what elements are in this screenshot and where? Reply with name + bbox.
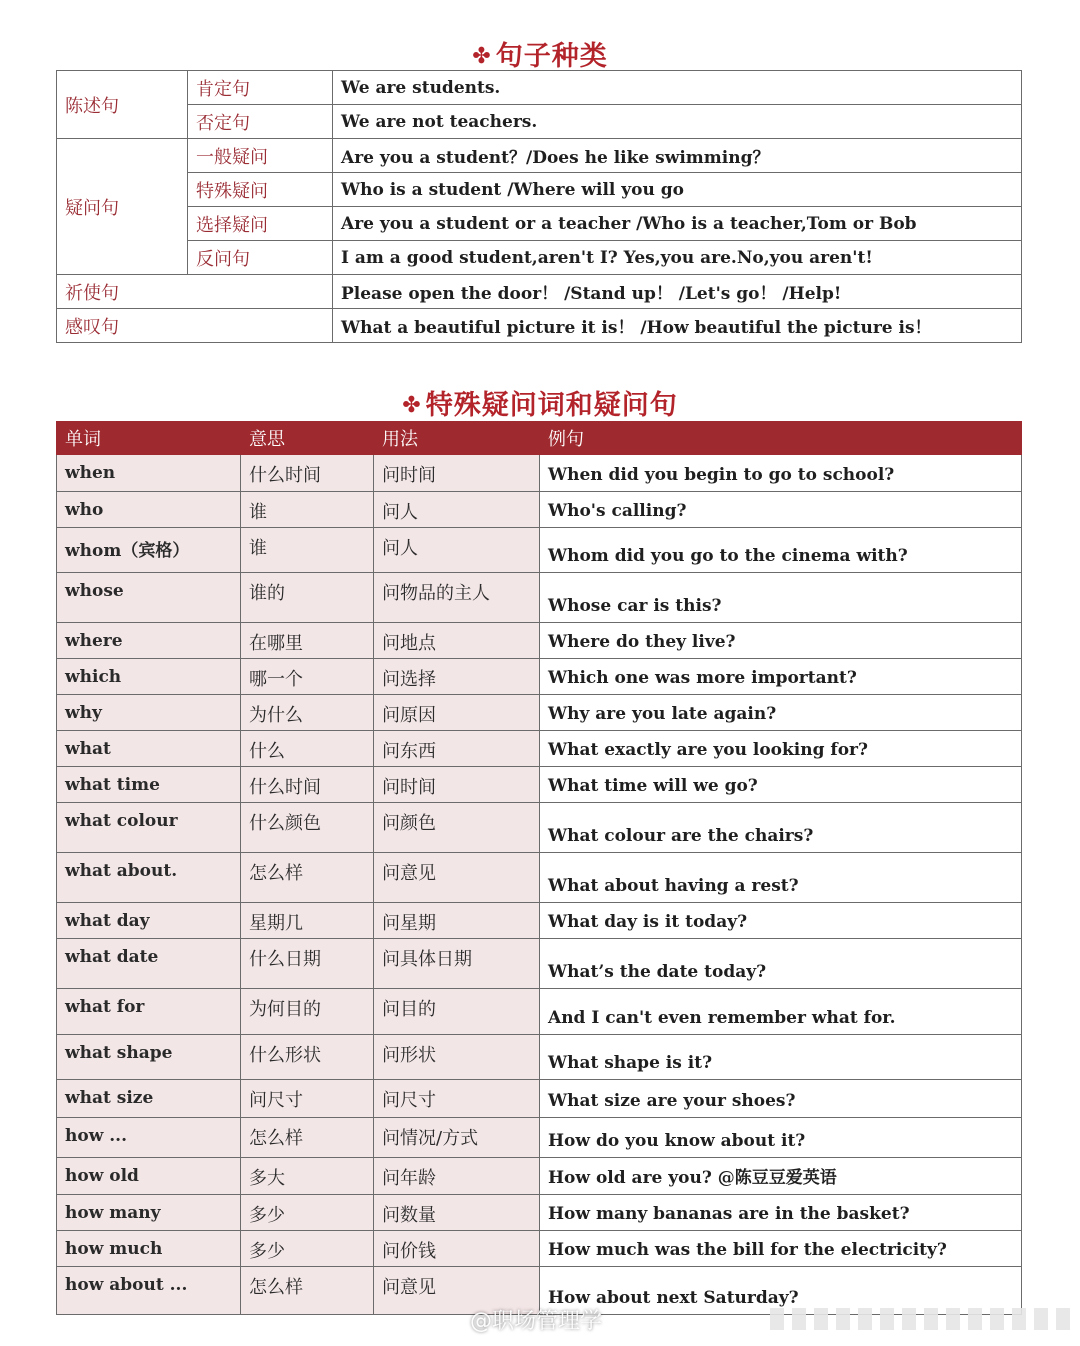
usage-cell: 问物品的主人 [374, 573, 540, 623]
meaning-cell: 谁的 [241, 573, 374, 623]
section2-title-text: 特殊疑问词和疑问句 [425, 390, 678, 421]
word-cell: whom（宾格） [57, 528, 241, 573]
clover-icon: ✤ [472, 44, 492, 69]
example-cell: How many bananas are in the basket? [540, 1195, 1022, 1231]
clover-icon: ✤ [402, 393, 422, 418]
usage-cell: 问人 [374, 528, 540, 573]
example-cell: What size are your shoes? [540, 1080, 1022, 1118]
table-header-row [57, 422, 1022, 455]
table-row [57, 309, 1022, 343]
usage-cell: 问意见 [374, 1267, 540, 1315]
word-cell: how old [57, 1158, 241, 1195]
table-row [57, 1080, 1022, 1118]
example-cell: Why are you late again? [540, 695, 1022, 731]
table-row [57, 173, 1022, 207]
header-meaning: 意思 [241, 422, 374, 455]
table-row [57, 275, 1022, 309]
usage-cell: 问选择 [374, 659, 540, 695]
word-cell: how ... [57, 1118, 241, 1158]
example-cell: What a beautiful picture it is！ /How beautiful the picture is！ [333, 309, 1022, 343]
meaning-cell: 什么时间 [241, 455, 374, 492]
table-row [57, 1035, 1022, 1080]
usage-cell: 问地点 [374, 623, 540, 659]
table-row [57, 767, 1022, 803]
example-cell: Please open the door！ /Stand up！ /Let's go！ /Help! [333, 275, 1022, 309]
example-cell: We are students. [333, 71, 1022, 105]
table-row [57, 528, 1022, 573]
usage-cell: 问价钱 [374, 1231, 540, 1267]
example-cell: What time will we go? [540, 767, 1022, 803]
meaning-cell: 多少 [241, 1231, 374, 1267]
example-cell: What about having a rest? [540, 853, 1022, 903]
subtype-cell: 反问句 [188, 241, 333, 275]
table-row [57, 695, 1022, 731]
subtype-cell: 一般疑问 [188, 139, 333, 173]
table-row [57, 803, 1022, 853]
subtype-cell: 肯定句 [188, 71, 333, 105]
header-usage: 用法 [374, 422, 540, 455]
meaning-cell: 什么形状 [241, 1035, 374, 1080]
table-row [57, 105, 1022, 139]
watermark-bar [770, 1308, 1070, 1330]
table-row [57, 1231, 1022, 1267]
watermark-text: @职场管理学 [470, 1309, 603, 1334]
meaning-cell: 什么日期 [241, 939, 374, 989]
usage-cell: 问年龄 [374, 1158, 540, 1195]
example-cell: What shape is it? [540, 1035, 1022, 1080]
example-cell: Whose car is this? [540, 573, 1022, 623]
table-row [57, 731, 1022, 767]
example-cell: And I can't even remember what for. [540, 989, 1022, 1035]
word-cell: what size [57, 1080, 241, 1118]
example-cell: We are not teachers. [333, 105, 1022, 139]
word-cell: which [57, 659, 241, 695]
category-cell: 疑问句 [57, 139, 188, 275]
table-row [57, 492, 1022, 528]
meaning-cell: 什么 [241, 731, 374, 767]
usage-cell: 问时间 [374, 767, 540, 803]
example-cell: Are you a student？/Does he like swimming？ [333, 139, 1022, 173]
example-cell: How old are you? @陈豆豆爱英语 [540, 1158, 1022, 1195]
table-row [57, 939, 1022, 989]
subtype-cell: 否定句 [188, 105, 333, 139]
table-row [57, 241, 1022, 275]
section1-title-text: 句子种类 [495, 41, 608, 72]
meaning-cell: 谁 [241, 528, 374, 573]
meaning-cell: 星期几 [241, 903, 374, 939]
usage-cell: 问星期 [374, 903, 540, 939]
usage-cell: 问原因 [374, 695, 540, 731]
example-cell: Are you a student or a teacher /Who is a teacher,Tom or Bob [333, 207, 1022, 241]
category-cell: 感叹句 [57, 309, 333, 343]
word-cell: whose [57, 573, 241, 623]
example-cell: Whom did you go to the cinema with? [540, 528, 1022, 573]
example-cell: Which one was more important? [540, 659, 1022, 695]
header-word: 单词 [57, 422, 241, 455]
word-cell: how about ... [57, 1267, 241, 1315]
word-cell: what colour [57, 803, 241, 853]
meaning-cell: 多少 [241, 1195, 374, 1231]
sentence-types-table [56, 70, 1022, 343]
table-row [57, 71, 1022, 105]
category-cell: 祈使句 [57, 275, 333, 309]
meaning-cell: 谁 [241, 492, 374, 528]
example-cell: What colour are the chairs? [540, 803, 1022, 853]
table-row [57, 623, 1022, 659]
usage-cell: 问东西 [374, 731, 540, 767]
word-cell: when [57, 455, 241, 492]
meaning-cell: 多大 [241, 1158, 374, 1195]
word-cell: who [57, 492, 241, 528]
example-cell: I am a good student,aren't I? Yes,you are.No,you aren't! [333, 241, 1022, 275]
usage-cell: 问形状 [374, 1035, 540, 1080]
table-row [57, 139, 1022, 173]
meaning-cell: 为何目的 [241, 989, 374, 1035]
table-row [57, 989, 1022, 1035]
category-cell: 陈述句 [57, 71, 188, 139]
usage-cell: 问情况/方式 [374, 1118, 540, 1158]
example-cell: Where do they live? [540, 623, 1022, 659]
word-cell: where [57, 623, 241, 659]
example-cell: What’s the date today? [540, 939, 1022, 989]
table-row [57, 659, 1022, 695]
word-cell: what [57, 731, 241, 767]
word-cell: what shape [57, 1035, 241, 1080]
usage-cell: 问意见 [374, 853, 540, 903]
subtype-cell: 选择疑问 [188, 207, 333, 241]
meaning-cell: 为什么 [241, 695, 374, 731]
word-cell: what day [57, 903, 241, 939]
usage-cell: 问尺寸 [374, 1080, 540, 1118]
word-cell: what date [57, 939, 241, 989]
table-row [57, 573, 1022, 623]
section-title-wh-questions [0, 383, 1080, 422]
example-cell: When did you begin to go to school? [540, 455, 1022, 492]
example-cell: Who's calling? [540, 492, 1022, 528]
meaning-cell: 怎么样 [241, 853, 374, 903]
usage-cell: 问数量 [374, 1195, 540, 1231]
meaning-cell: 什么时间 [241, 767, 374, 803]
table-row [57, 853, 1022, 903]
section-title-sentence-types [0, 34, 1080, 73]
example-cell: How much was the bill for the electricity? [540, 1231, 1022, 1267]
usage-cell: 问人 [374, 492, 540, 528]
usage-cell: 问时间 [374, 455, 540, 492]
word-cell: how much [57, 1231, 241, 1267]
table-row [57, 1158, 1022, 1195]
meaning-cell: 什么颜色 [241, 803, 374, 853]
example-cell: What exactly are you looking for? [540, 731, 1022, 767]
header-example: 例句 [540, 422, 1022, 455]
table-row [57, 903, 1022, 939]
example-cell: How about next Saturday? [540, 1267, 1022, 1315]
meaning-cell: 问尺寸 [241, 1080, 374, 1118]
word-cell: what about. [57, 853, 241, 903]
word-cell: what time [57, 767, 241, 803]
table-row [57, 1118, 1022, 1158]
table-row [57, 207, 1022, 241]
table-row [57, 1195, 1022, 1231]
subtype-cell: 特殊疑问 [188, 173, 333, 207]
word-cell: how many [57, 1195, 241, 1231]
wh-question-table [56, 421, 1022, 1315]
meaning-cell: 怎么样 [241, 1118, 374, 1158]
meaning-cell: 哪一个 [241, 659, 374, 695]
word-cell: why [57, 695, 241, 731]
example-cell: How do you know about it? [540, 1118, 1022, 1158]
table-row [57, 455, 1022, 492]
usage-cell: 问具体日期 [374, 939, 540, 989]
meaning-cell: 怎么样 [241, 1267, 374, 1315]
example-cell: What day is it today? [540, 903, 1022, 939]
meaning-cell: 在哪里 [241, 623, 374, 659]
usage-cell: 问目的 [374, 989, 540, 1035]
usage-cell: 问颜色 [374, 803, 540, 853]
example-cell: Who is a student /Where will you go [333, 173, 1022, 207]
word-cell: what for [57, 989, 241, 1035]
